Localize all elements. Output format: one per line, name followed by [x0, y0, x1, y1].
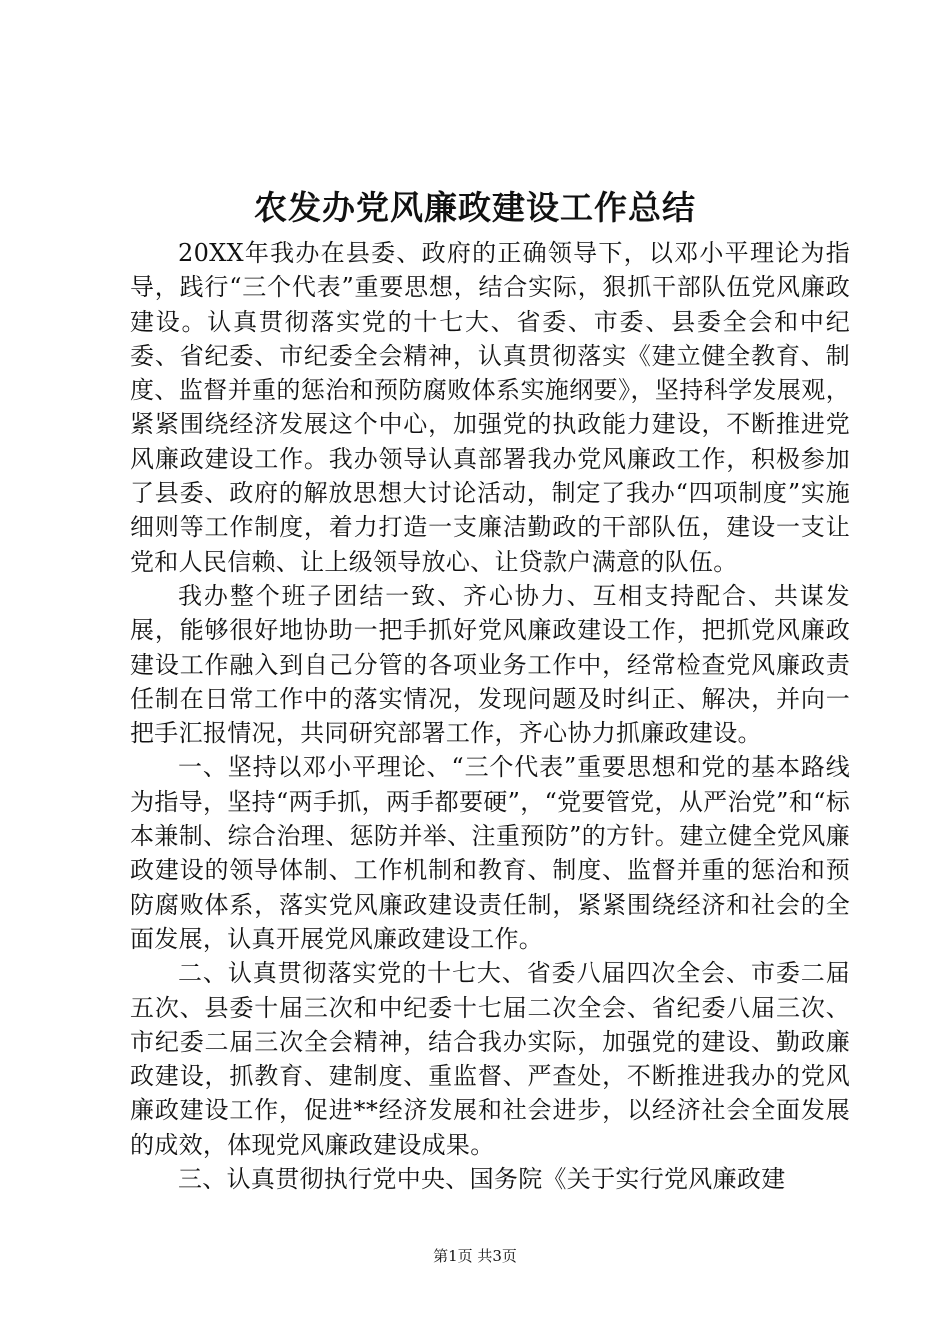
paragraph: 三、认真贯彻执行党中央、国务院《关于实行党风廉政建: [178, 1165, 786, 1194]
page-footer: [0, 1246, 950, 1266]
paragraph: 我办整个班子团结一致、齐心协力、互相支持配合、共谋发展，能够很好地协助一把手抓好党风廉政建设工作，把抓党风廉政建设工作融入到自己分管的各项业务工作中，经常检查党风廉政责任制在日常工作中的落实情况，发现问题及时纠正、解决，并向一把手汇报情况，共同研究部署工作，齐心协力抓廉政建设。: [130, 581, 850, 748]
document-body: [130, 236, 850, 1196]
paragraph: 一、坚持以邓小平理论、“三个代表”重要思想和党的基本路线为指导，坚持“两手抓，两手都要硬”，“党要管党，从严治党”和“标本兼制、综合治理、惩防并举、注重预防”的方针。建立健全党风廉政建设的领导体制、工作机制和教育、制度、监督并重的惩治和预防腐败体系，落实党风廉政建设责任制，紧紧围绕经济和社会的全面发展，认真开展党风廉政建设工作。: [130, 753, 850, 953]
paragraph: 二、认真贯彻落实党的十七大、省委八届四次全会、市委二届五次、县委十届三次和中纪委十七届二次全会、省纪委八届三次、市纪委二届三次全会精神，结合我办实际，加强党的建设、勤政廉政建设，抓教育、建制度、重监督、严查处，不断推进我办的党风廉政建设工作，促进**经济发展和社会进步，以经济社会全面发展的成效，体现党风廉政建设成果。: [130, 959, 850, 1159]
paragraph: 20XX年我办在县委、政府的正确领导下，以邓小平理论为指导，践行“三个代表”重要思想，结合实际，狠抓干部队伍党风廉政建设。认真贯彻落实党的十七大、省委、市委、县委全会和中纪委、省纪委、市纪委全会精神，认真贯彻落实《建立健全教育、制度、监督并重的惩治和预防腐败体系实施纲要》，坚持科学发展观，紧紧围绕经济发展这个中心，加强党的执政能力建设，不断推进党风廉政建设工作。我办领导认真部署我办党风廉政工作，积极参加了县委、政府的解放思想大讨论活动，制定了我办“四项制度”实施细则等工作制度，着力打造一支廉洁勤政的干部队伍，建设一支让党和人民信赖、让上级领导放心、让贷款户满意的队伍。: [130, 239, 850, 576]
document-title: 农发办党风廉政建设工作总结: [254, 188, 696, 227]
page-total: 共3页: [477, 1247, 517, 1265]
page-number: 第1页: [433, 1247, 473, 1265]
